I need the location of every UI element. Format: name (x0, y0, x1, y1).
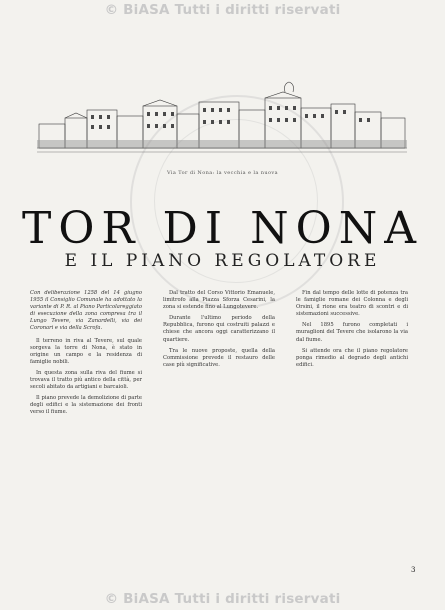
intro-paragraph: Con deliberazione 1258 del 14 giugno 1955 il Consiglio Comunale ha adottato la variante di P. R. al Piano Particolareggiato di esecuzione della zona compresa tra il Lungo Tevere, via Zanardelli, via dei Coronari e via della Scrofa. (30, 290, 142, 332)
text-column-3 (296, 290, 408, 373)
page-number: 3 (411, 566, 416, 574)
article-title: TOR DI NONA (21, 203, 424, 254)
paragraph: Il terreno in riva al Tevere, sul quale sorgeva la torre di Nona, è stato in origine un campo e la residenza di famiglie nobili. (30, 337, 142, 365)
text-column-2 (163, 290, 275, 373)
paragraph: In questa zona sulla riva del fiume si trovava il tratto più antico della città, per secoli abitato da artigiani e barcaioli. (30, 369, 142, 391)
figure-caption: Via Tor di Nona: la vecchia e la nuova (167, 170, 278, 176)
copyright-watermark-bottom: © BiASA Tutti i diritti riservati (104, 591, 341, 607)
paragraph: Nel 1895 furono completati i muraglioni del Tevere che isolarono la via dal fiume. (296, 322, 408, 343)
paragraph: Dal tratto del Corso Vittorio Emanuele, limitrofo alla Piazza Sforza Cesarini, la zona si estende fino al Lungotevere. (163, 290, 275, 311)
paragraph: Durante l'ultimo periodo della Repubblica, furono qui costruiti palazzi e chiese che ancora oggi caratterizzano il quartiere. (163, 315, 275, 343)
article-subtitle: E IL PIANO REGOLATORE (64, 251, 381, 271)
paragraph: Fin dal tempo delle lotte di potenza tra le famiglie romane dei Colonna e degli Orsini, il rione era teatro di scontri e di sistemazioni successive. (296, 290, 408, 318)
copyright-watermark-top: © BiASA Tutti i diritti riservati (104, 2, 341, 18)
paragraph: Il piano prevede la demolizione di parte degli edifici e la sistemazione dei fronti verso il fiume. (30, 395, 142, 416)
paragraph: Tra le nuove proposte, quella della Commissione prevede il restauro delle case più significative. (163, 347, 275, 368)
riverfront-engraving (37, 80, 407, 155)
paragraph: Si attende ora che il piano regolatore ponga rimedio al degrado degli antichi edifici. (296, 347, 408, 368)
text-column-1 (30, 290, 142, 421)
